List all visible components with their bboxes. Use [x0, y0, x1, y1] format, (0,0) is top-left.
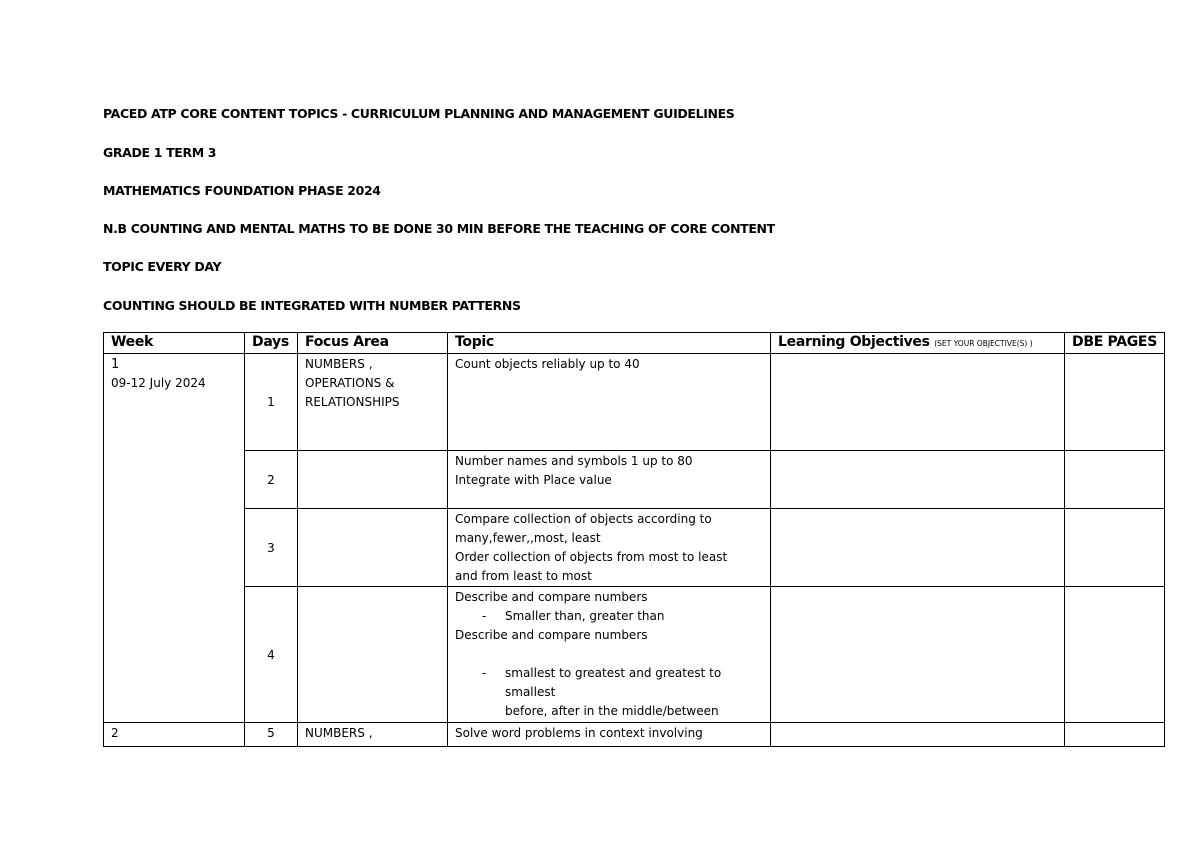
topic-line: Integrate with Place value: [455, 473, 612, 487]
header-learning-objectives-label: Learning Objectives: [778, 334, 930, 350]
dbe-pages-cell[interactable]: [1065, 451, 1165, 509]
topic-cell: [448, 587, 771, 723]
focus-area-line: OPERATIONS &: [305, 376, 395, 390]
document-title: PACED ATP CORE CONTENT TOPICS - CURRICULUM PLANNING AND MANAGEMENT GUIDELINES: [103, 106, 735, 121]
bullet-item: [455, 607, 763, 626]
topic-line: Count objects reliably up to 40: [455, 357, 640, 371]
dbe-pages-cell[interactable]: [1065, 723, 1165, 747]
focus-area-cell: NUMBERS ,: [298, 723, 448, 747]
bullet-text: Smaller than, greater than: [505, 609, 665, 623]
topic-line: Order collection of objects from most to least: [455, 550, 728, 564]
bullet-item: [455, 664, 763, 721]
focus-area-line: NUMBERS ,: [305, 357, 373, 371]
day-cell: 1: [245, 354, 298, 451]
focus-area-line: RELATIONSHIPS: [305, 395, 400, 409]
note-heading-continued: TOPIC EVERY DAY: [103, 259, 222, 274]
topic-line: Number names and symbols 1 up to 80: [455, 454, 693, 468]
day-cell: 5: [245, 723, 298, 747]
header-learning-objectives: [771, 333, 1065, 354]
dbe-pages-cell[interactable]: [1065, 509, 1165, 587]
header-topic: Topic: [448, 333, 771, 354]
table-row: [104, 509, 1165, 587]
learning-objectives-cell[interactable]: [771, 451, 1065, 509]
header-focus-area: Focus Area: [298, 333, 448, 354]
focus-area-cell: [298, 354, 448, 451]
dbe-pages-cell[interactable]: [1065, 354, 1165, 451]
header-days: Days: [245, 333, 298, 354]
header-dbe-pages: DBE PAGES: [1065, 333, 1165, 354]
topic-line: Compare collection of objects according to: [455, 512, 712, 526]
bullet-mark: -: [482, 609, 487, 623]
week-2-cell: 2: [104, 723, 245, 747]
table-row: [104, 587, 1165, 723]
bullet-mark: -: [482, 666, 487, 680]
header-learning-objectives-note: (SET YOUR OBJECTIVE(S) ): [934, 339, 1033, 348]
table-row: [104, 451, 1165, 509]
learning-objectives-cell[interactable]: [771, 354, 1065, 451]
topic-cell: Solve word problems in context involving: [448, 723, 771, 747]
note-heading: N.B COUNTING AND MENTAL MATHS TO BE DONE 30 MIN BEFORE THE TEACHING OF CORE CONTENT: [103, 221, 775, 236]
topic-cell: [448, 509, 771, 587]
focus-area-cell: [298, 451, 448, 509]
day-cell: 4: [245, 587, 298, 723]
header-week: Week: [104, 333, 245, 354]
week-1-cell: [104, 354, 245, 723]
learning-objectives-cell[interactable]: [771, 587, 1065, 723]
planning-table: [103, 332, 1165, 747]
topic-cell: [448, 354, 771, 451]
topic-line: Describe and compare numbers: [455, 590, 648, 604]
dbe-pages-cell[interactable]: [1065, 587, 1165, 723]
topic-line: many,fewer,,most, least: [455, 531, 601, 545]
week-number: 1: [111, 357, 120, 372]
topic-line: and from least to most: [455, 569, 592, 583]
subject-phase-heading: MATHEMATICS FOUNDATION PHASE 2024: [103, 183, 381, 198]
topic-line: Describe and compare numbers: [455, 628, 648, 642]
topic-cell: [448, 451, 771, 509]
table-row: [104, 723, 1165, 747]
day-cell: 3: [245, 509, 298, 587]
learning-objectives-cell[interactable]: [771, 509, 1065, 587]
week-dates: 09-12 July 2024: [111, 376, 206, 390]
table-row: [104, 354, 1165, 451]
grade-term-heading: GRADE 1 TERM 3: [103, 145, 217, 160]
table-header-row: [104, 333, 1165, 354]
day-cell: 2: [245, 451, 298, 509]
bullet-text: smallest to greatest and greatest to: [505, 666, 722, 680]
bullet-text: smallest: [505, 685, 556, 699]
focus-area-cell: [298, 509, 448, 587]
counting-note-heading: COUNTING SHOULD BE INTEGRATED WITH NUMBER PATTERNS: [103, 298, 521, 313]
focus-area-cell: [298, 587, 448, 723]
learning-objectives-cell[interactable]: [771, 723, 1065, 747]
bullet-text: before, after in the middle/between: [505, 704, 719, 718]
